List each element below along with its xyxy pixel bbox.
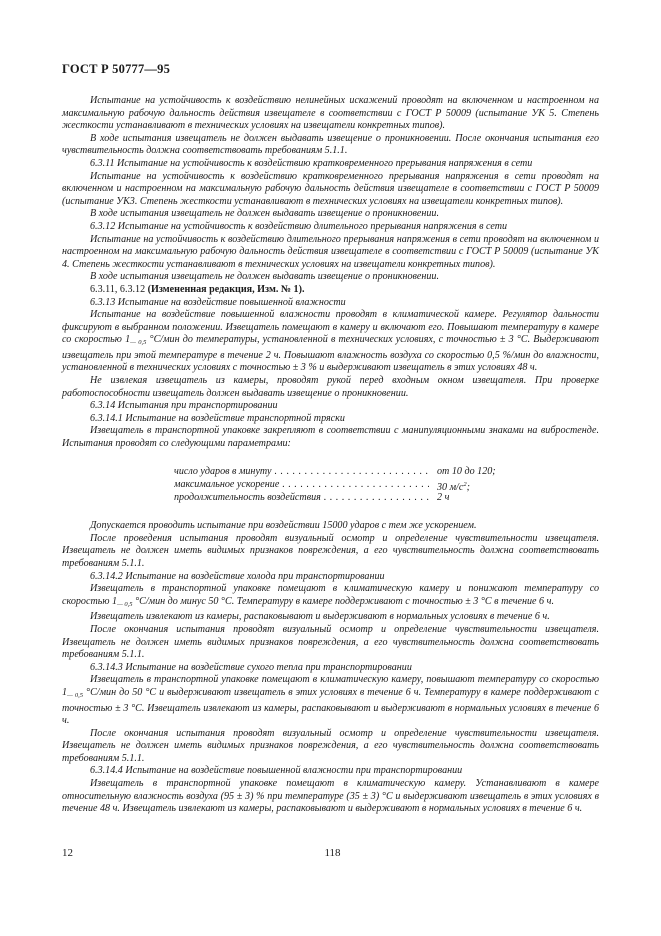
section-heading: 6.3.14.3 Испытание на воздействие сухого тепла при транспортировании [90,661,412,673]
paragraph: В ходе испытания извещатель не должен выдавать извещение о проникновении. После окончания испытания его чувствительность должна соответствовать требованиям 5.1.1. [62,132,599,157]
amendment-note [62,284,599,297]
paragraph [62,309,599,375]
paragraph: Извещатель в транспортной упаковке закрепляют в соответствии с манипуляционными знаками на вибростенде. Испытания проводят со следующими параметрами: [62,425,599,450]
paragraph-text: Извещатель в транспортной упаковке помещают в климатическую камеру и понижают температуру со скоростью 1 [62,583,599,607]
paragraph: Допускается проводить испытание при воздействии 15000 ударов с тем же ускорением. [90,520,477,532]
parameter-value: 2 ч [437,492,450,503]
parameter-value-end: ; [466,481,470,493]
paragraph-text: °С/мин до 50 °С и выдерживают извещатель в этих условиях в течение 6 ч. Температуру в камере поддерживают с точностью ± 3 °С. Извещатель извлекают из камеры, распаковывают и выдерживают в нормальных условиях в течение 6 ч. [62,686,600,727]
section-heading: 6.3.14.1 Испытание на воздействие транспортной тряски [90,412,345,424]
document-header: ГОСТ Р 50777—95 [62,62,171,76]
paragraph-text: Испытание на воздействие повышенной влажности проводят в климатической камере. Регулятор дальности фиксируют в выбранном положении. Извещатель помещают в камеру и включают его. Повышают температуру в камере со скоростью 1 [62,309,599,346]
section-heading: 6.3.13 Испытание на воздействие повышенной влажности [90,296,346,308]
page-number-center: 118 [324,847,341,859]
paragraph: В ходе испытания извещатель не должен выдавать извещение о проникновении. [90,208,440,220]
page-number-left: 12 [62,847,73,859]
parameter-row [174,466,599,479]
parameter-row [174,492,599,505]
paragraph: После окончания испытания проводят визуальный осмотр и определение чувствительности извещателя. Извещатель не должен иметь видимых признаков повреждения, а его чувствительность должна соответствовать требованиям 5.1.1. [62,623,599,661]
amendment-section-numbers: 6.3.11, 6.3.12 [90,283,148,295]
paragraph: После окончания испытания проводят визуальный осмотр и определение чувствительности извещателя. Извещатель не должен иметь видимых признаков повреждения, а его чувствительность должна соответствовать требованиям 5.1.1. [62,727,599,764]
section-heading: 6.3.14 Испытания при транспортировании [90,400,278,412]
paragraph [62,674,599,727]
section-heading: 6.3.14.4 Испытание на воздействие повышенной влажности при транспортировании [90,765,463,777]
paragraph [62,583,599,611]
section-heading: 6.3.12 Испытание на устойчивость к воздействию длительного прерывания напряжения в сети [90,220,508,232]
paragraph: Извещатель в транспортной упаковке помещают в климатическую камеру. Устанавливают в камере относительную влажность воздуха (95 ± 3) % при температуре (35 ± 3) °С и выдерживают извещатель в этих условиях в течение 48 ч. Извещатель извлекают из камеры, распаковывают и выдерживают в нормальных условиях в течение 6 ч. [62,778,599,815]
paragraph: Испытание на устойчивость к воздействию длительного прерывания напряжения в сети проводят на включенном и настроенном на максимальную рабочую дальность действия извещателе в соответствии с ГОСТ Р 50009 (испытание УК 4. Степень жесткости устанавливают в технических условиях на извещатели конкретных типов). [62,233,599,270]
tolerance-subscript: — 0,5 [130,339,147,347]
parameter-value-text: 30 м/с [437,481,464,493]
test-parameters-list [174,466,599,506]
amendment-label: (Измененная редакция, Изм. № 1). [147,283,305,295]
paragraph: Извещатель извлекают из камеры, распаковывают и выдерживают в нормальных условиях в течение 6 ч. [90,611,550,623]
parameter-row [174,479,599,492]
parameter-value: от 10 до 120; [437,465,496,477]
paragraph: Испытание на устойчивость к воздействию нелинейных искажений проводят на включенном и настроенном на максимальную рабочую дальность действия извещателе в соответствии с ГОСТ Р 50009 (испытание УК 5. Степень жесткости устанавливают в технических условиях на извещатели конкретных типов). [62,95,599,132]
parameter-label: число ударов в минуту . . . [174,466,429,479]
tolerance-subscript: — 0,5 [67,691,84,699]
section-heading: 6.3.11 Испытание на устойчивость к воздействию кратковременного прерывания напряжения в сети [90,157,533,169]
parameter-label: продолжительность воздействия . . . [174,492,429,505]
paragraph-text: °С/мин до минус 50 °С. Температуру в камере поддерживают с точностью ± 3 °С в течение 6 ч. [132,595,554,607]
paragraph: Испытание на устойчивость к воздействию кратковременного прерывания напряжения в сети проводят на включенном и настроенном на максимальную рабочую дальность действия извещателе в соответствии с ГОСТ Р 50009 (испытание УК3. Степень жесткости устанавливают в технических условиях на извещатели конкретных типов). [62,170,599,207]
paragraph-text: °С/мин до температуры, установленной в технических условиях, с точностью ± 3 °С. Выдерживают извещатель при этой температуре в течение 2 ч. Повышают влажность воздуха со скоростью 0,5 %/мин до влажности, установленной в технических условиях с точностью ± 3 % и выдерживают извещатель в этих условиях 48 ч. [62,334,600,374]
paragraph: В ходе испытания извещатель не должен выдавать извещение о проникновении. [90,271,440,283]
paragraph: После проведения испытания проводят визуальный осмотр и определение чувствительности извещателя. Извещатель не должен иметь видимых признаков повреждения, а его чувствительность должна соответствовать требованиям 5.1.1. [62,532,599,569]
paragraph: Не извлекая извещатель из камеры, проводят рукой перед входным окном извещателя. При проверке работоспособности извещатель должен выдавать извещение о проникновении. [62,375,599,399]
paragraph-text: Извещатель в транспортной упаковке помещают в климатическую камеру, повышают температуру со скоростью 1 [62,674,599,698]
parameter-superscript: 2 [463,480,467,488]
tolerance-subscript: — 0,5 [117,600,133,608]
parameter-label: максимальное ускорение . . . [174,479,429,492]
section-heading: 6.3.14.2 Испытание на воздействие холода при транспортировании [90,570,385,582]
page-number-center-wrap [0,847,661,859]
document-body [62,95,599,816]
parameter-value [429,479,470,492]
